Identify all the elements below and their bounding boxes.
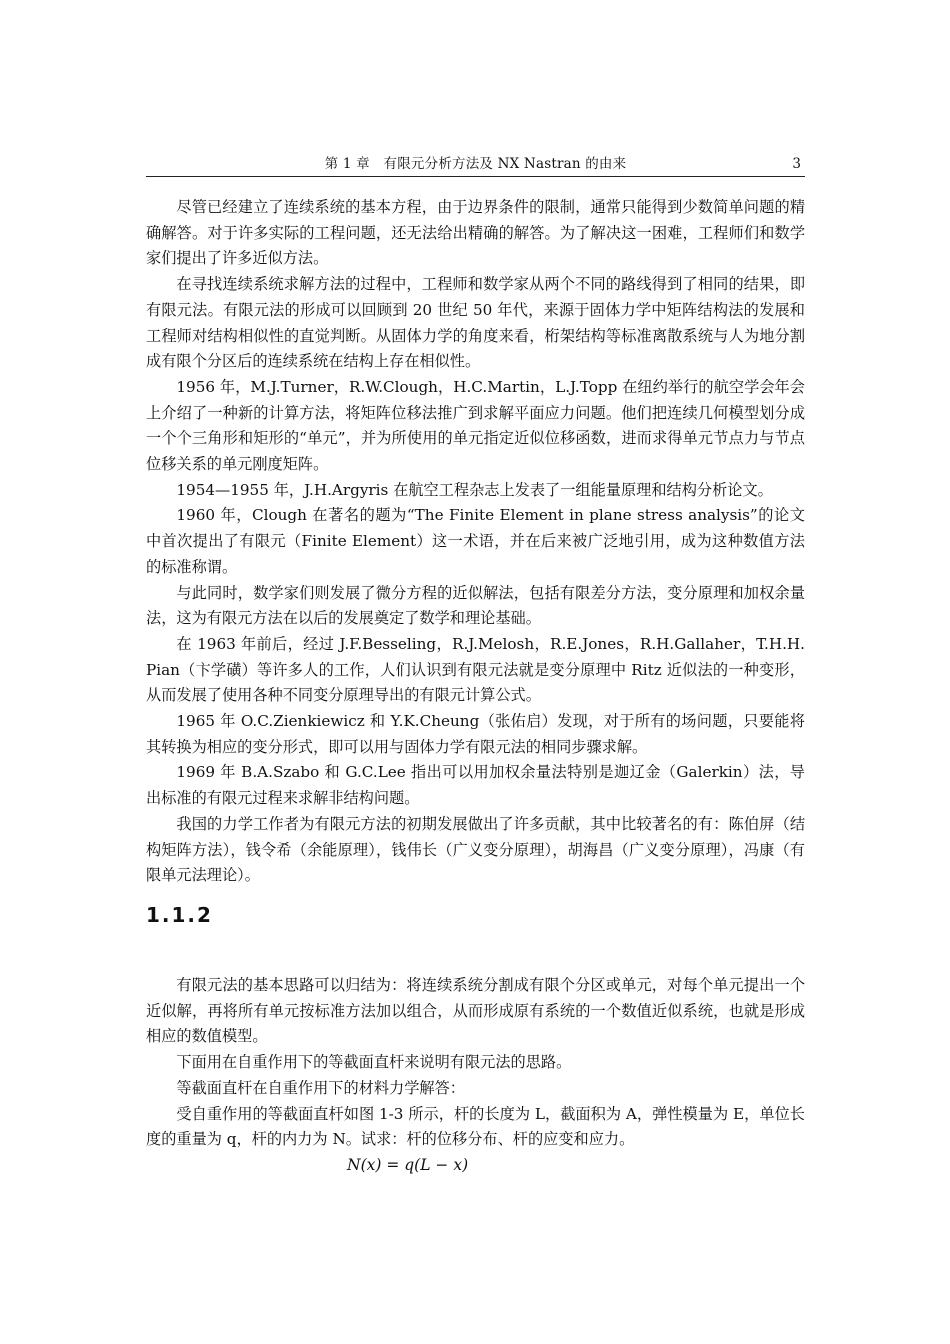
paragraph-approximate-methods: 尽管已经建立了连续系统的基本方程，由于边界条件的限制，通常只能得到少数简单问题的精确解答。对于许多实际的工程问题，还无法给出精确的解答。为了解决这一困难，工程师们和数学家们提出了许多近似方法。: [146, 198, 805, 268]
paragraph-1969-szabo: 1969 年 B.A.Szabo 和 G.C.Lee 指出可以用加权余量法特别是迦辽金（Galerkin）法，导出标准的有限元过程来求解非结构问题。: [146, 763, 805, 808]
paragraph-chinese-contributors: 我国的力学工作者为有限元方法的初期发展做出了许多贡献，其中比较著名的有：陈伯屏（结构矩阵方法），钱令希（余能原理），钱伟长（广义变分原理），胡海昌（广义变分原理），冯康（有限单元法理论）。: [146, 814, 805, 885]
paragraph-1956-turner: 1956 年，M.J.Turner，R.W.Clough，H.C.Martin，L.J.Topp 在纽约举行的航空学会年会上介绍了一种新的计算方法，将矩阵位移法推广到求解平面应力问题。他们把连续几何模型划分成一个个三角形和矩形的“单元”，并为所使用的单元指定近似位移函数，进而求得单元节点力与节点位移关系的单元刚度矩阵。: [146, 377, 805, 474]
paragraph-basic-idea: 有限元法的基本思路可以归结为：将连续系统分割成有限个分区或单元，对每个单元提出一个近似解，再将所有单元按标准方法加以组合，从而形成原有系统的一个数值近似系统，也就是形成相应的数值模型。: [146, 975, 805, 1046]
paragraph-problem-statement: 受自重作用的等截面直杆如图 1-3 所示，杆的长度为 L，截面积为 A，弹性模量为 E，单位长度的重量为 q，杆的内力为 N。试求：杆的位移分布、杆的应变和应力。: [146, 1104, 805, 1149]
section-heading: 1.1.2: [146, 902, 213, 927]
running-header: [146, 154, 805, 177]
page-content: [146, 195, 805, 1177]
section-spacer: [146, 951, 805, 973]
paragraph-1954-argyris: 1954—1955 年，J.H.Argyris 在航空工程杂志上发表了一组能量原理和结构分析论文。: [176, 480, 773, 499]
page-number: 3: [792, 156, 801, 172]
paragraph-1960-clough: 1960 年，Clough 在著名的题为“The Finite Element in plane stress analysis”的论文中首次提出了有限元（Finite Element）这一术语，并在后来被广泛地引用，成为这种数值方法的标准称谓。: [146, 506, 805, 576]
paragraph-1965-zienkiewicz: 1965 年 O.C.Zienkiewicz 和 Y.K.Cheung（张佑启）发现，对于所有的场问题，只要能将其转换为相应的变分形式，即可以用与固体力学有限元法的相同步骤求解。: [146, 712, 805, 756]
chapter-title: 第 1 章 有限元分析方法及 NX Nastran 的由来: [324, 156, 627, 172]
paragraph-mechanics-solution: 等截面直杆在自重作用下的材料力学解答：: [176, 1078, 465, 1097]
formula-internal-force: N(x) = q(L − x): [347, 1155, 469, 1174]
paragraph-mathematicians: 与此同时，数学家们则发展了微分方程的近似解法，包括有限差分方法，变分原理和加权余量法，这为有限元方法在以后的发展奠定了数学和理论基础。: [146, 583, 805, 628]
paragraph-1963-variational: 在 1963 年前后，经过 J.F.Besseling，R.J.Melosh，R.E.Jones，R.H.Gallaher，T.H.H.Pian（卞学磺）等许多人的工作，人们认识到有限元法就是变分原理中 Ritz 近似法的一种变形，从而发展了使用各种不同变分原理导出的有限元计算公式。: [146, 634, 805, 705]
paragraph-straight-bar: 下面用在自重作用下的等截面直杆来说明有限元法的思路。: [176, 1053, 572, 1072]
paragraph-fem-origin: 在寻找连续系统求解方法的过程中，工程师和数学家从两个不同的路线得到了相同的结果，即有限元法。有限元法的形成可以回顾到 20 世纪 50 年代，来源于固体力学中矩阵结构法的发展和工程师对结构相似性的直觉判断。从固体力学的角度来看，桁架结构等标准离散系统与人为地分割成有限个分区后的连续系统在结构上存在相似性。: [146, 275, 805, 371]
